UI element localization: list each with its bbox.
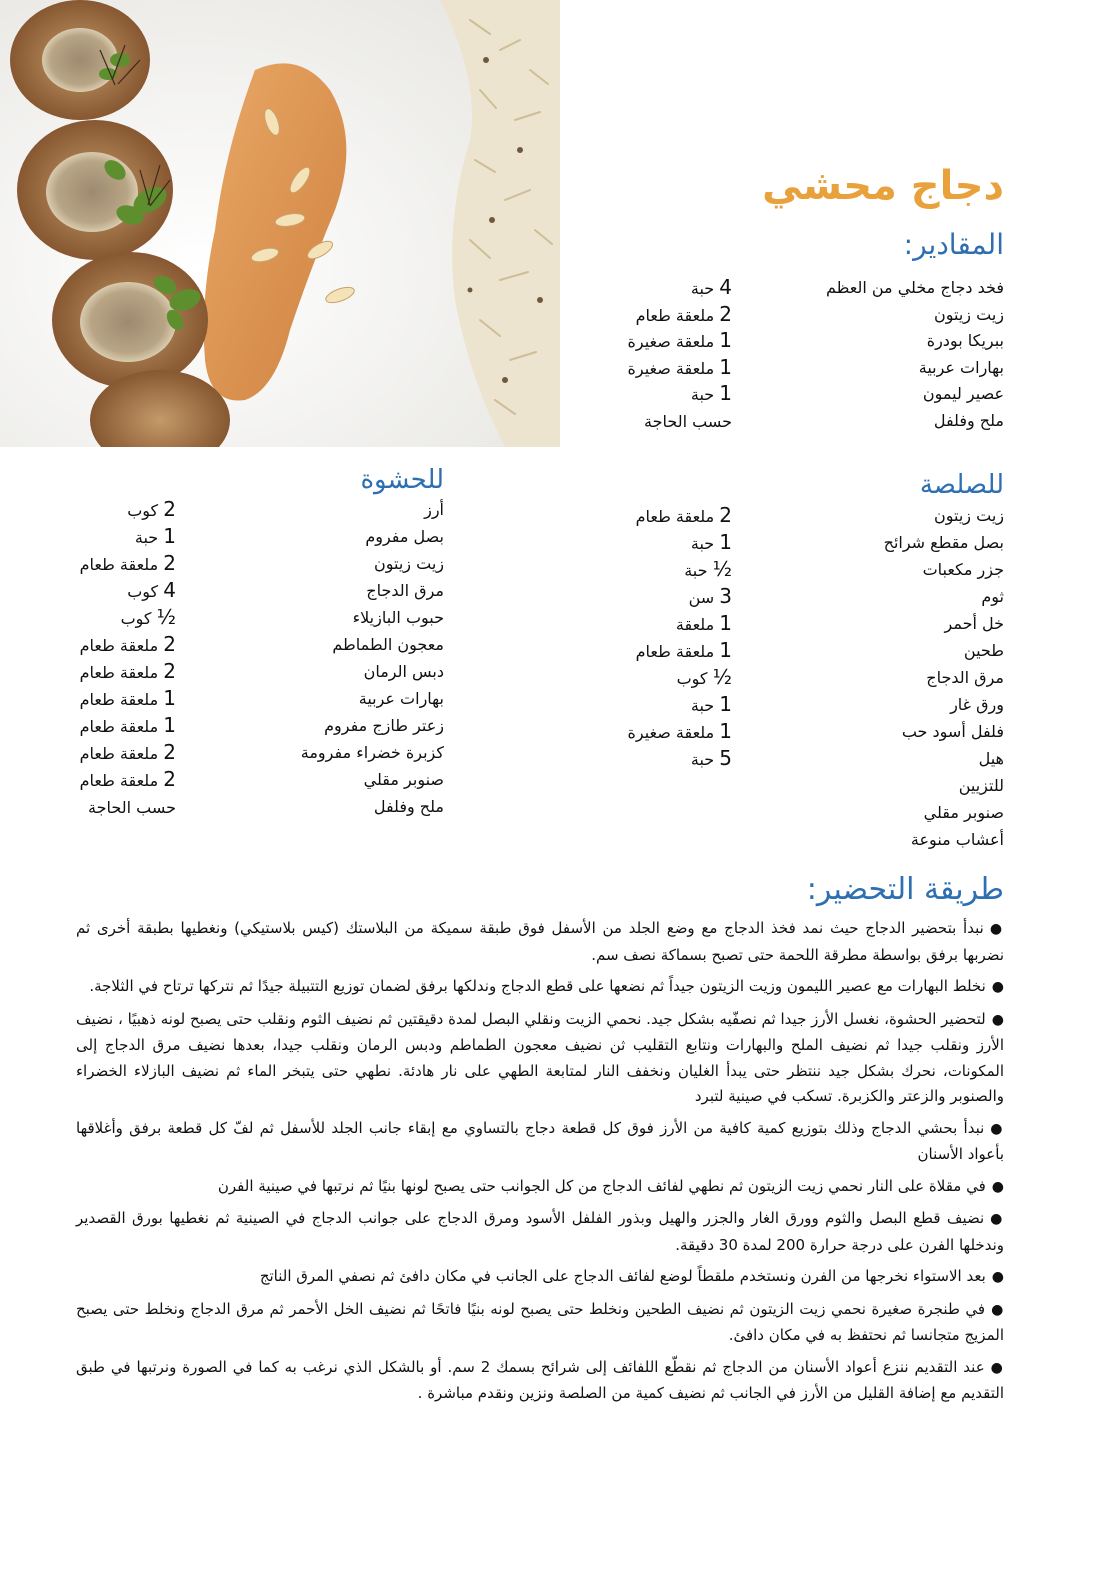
ingredient-row xyxy=(64,685,444,712)
ingredient-row xyxy=(614,380,1004,407)
ingredient-row xyxy=(64,523,444,550)
ingredient-quantity: 1 ملعقة صغيرة xyxy=(627,328,732,352)
ingredient-quantity: 2 ملعقة طعام xyxy=(79,740,176,764)
ingredient-row xyxy=(614,583,1004,610)
ingredient-row xyxy=(64,793,444,820)
ingredient-name: خل أحمر xyxy=(944,614,1004,633)
ingredient-name: طحين xyxy=(963,641,1004,660)
method-heading: طريقة التحضير: xyxy=(806,872,1004,907)
ingredient-quantity: 1 ملعقة طعام xyxy=(79,686,176,710)
bullet-icon: ● xyxy=(991,1269,1004,1285)
sauce-heading: للصلصة xyxy=(919,470,1004,500)
ingredient-row xyxy=(64,658,444,685)
ingredient-quantity: 1 ملعقة صغيرة xyxy=(627,719,732,743)
ingredient-quantity: 2 ملعقة طعام xyxy=(79,659,176,683)
ingredient-row xyxy=(614,502,1004,529)
ingredient-row xyxy=(614,529,1004,556)
ingredient-quantity: 4 كوب xyxy=(127,578,176,602)
ingredient-row xyxy=(64,496,444,523)
ingredient-row xyxy=(614,637,1004,664)
ingredient-name: ورق غار xyxy=(950,695,1004,714)
ingredient-name: زيت زيتون xyxy=(374,554,444,573)
ingredient-name: ثوم xyxy=(981,587,1004,606)
ingredient-name: دبس الرمان xyxy=(363,662,444,681)
bullet-icon: ● xyxy=(991,979,1004,995)
dish-photo xyxy=(0,0,560,447)
ingredient-row xyxy=(614,327,1004,354)
ingredient-name: فلفل أسود حب xyxy=(901,722,1004,741)
ingredient-row xyxy=(614,772,1004,799)
ingredient-quantity: ½ كوب xyxy=(676,665,732,689)
ingredient-row xyxy=(64,712,444,739)
ingredient-name: معجون الطماطم xyxy=(332,635,444,654)
ingredient-name: مرق الدجاج xyxy=(926,668,1004,687)
ingredient-quantity: 1 حبة xyxy=(690,530,732,554)
ingredient-quantity: ½ كوب xyxy=(120,605,176,629)
ingredient-quantity: حسب الحاجة xyxy=(88,798,176,817)
ingredient-quantity: 1 حبة xyxy=(690,381,732,405)
stuffing-heading: للحشوة xyxy=(360,465,444,495)
ingredient-row xyxy=(614,664,1004,691)
ingredient-quantity: 2 ملعقة طعام xyxy=(79,551,176,575)
ingredient-name: زعتر طازج مفروم xyxy=(324,716,444,735)
ingredient-quantity: 1 ملعقة طعام xyxy=(79,713,176,737)
bullet-icon: ● xyxy=(989,921,1005,937)
ingredient-name: للتزيين xyxy=(958,776,1004,795)
ingredient-row xyxy=(614,610,1004,637)
ingredient-quantity: 1 حبة xyxy=(134,524,176,548)
ingredient-quantity: 4 حبة xyxy=(690,275,732,299)
ingredient-name: ببريكا بودرة xyxy=(926,331,1004,350)
method-steps xyxy=(76,916,1004,1413)
ingredient-name: ملح وفلفل xyxy=(933,410,1004,430)
ingredient-quantity: 5 حبة xyxy=(690,746,732,770)
ingredient-name: عصير ليمون xyxy=(922,384,1004,403)
ingredient-quantity: 2 ملعقة طعام xyxy=(79,767,176,791)
bullet-icon: ● xyxy=(991,1301,1005,1318)
ingredient-name: زيت زيتون xyxy=(934,304,1004,324)
ingredient-name: أعشاب منوعة xyxy=(910,830,1004,849)
ingredient-row xyxy=(614,556,1004,583)
ingredient-row xyxy=(614,799,1004,826)
method-step: ●نخلط البهارات مع عصير الليمون وزيت الزيتون جيداً ثم نضعها على قطع الدجاج وندلكها برفق لضمان توزيع التتبيلة جيدًا ثم نتركها ترتاح في الثلاجة. xyxy=(89,977,1004,995)
ingredient-name: بصل مقطع شرائح xyxy=(883,533,1004,552)
bullet-icon: ● xyxy=(990,1211,1005,1227)
ingredient-name: فخد دجاج مخلي من العظم xyxy=(825,278,1004,297)
ingredient-quantity: ½ حبة xyxy=(684,557,732,581)
method-step: ●نبدأ بتحضير الدجاج حيث نمد فخذ الدجاج مع وضع الجلد من الأسفل فوق طبقة سميكة من البلاستك (كيس بلاستيكي) ونغطيها بطبقة أخرى ثم نضربها برفق بواسطة مطرقة اللحمة حتى تصبح بسماكة نصف سم. xyxy=(76,919,1005,964)
ingredient-quantity: 2 ملعقة طعام xyxy=(635,301,732,326)
ingredient-row xyxy=(614,274,1004,301)
method-step: ●بعد الاستواء نخرجها من الفرن ونستخدم ملقطاً لوضع لفائف الدجاج على الجانب في مكان دافئ ثم نصفي المرق الناتج xyxy=(259,1267,1004,1285)
ingredient-row xyxy=(614,407,1004,434)
ingredient-quantity: 2 كوب xyxy=(127,497,176,521)
ingredient-name: بهارات عربية xyxy=(358,689,444,708)
ingredient-row xyxy=(64,577,444,604)
bullet-icon: ● xyxy=(990,1359,1005,1376)
ingredient-quantity: حسب الحاجة xyxy=(644,411,732,431)
ingredient-row xyxy=(64,766,444,793)
ingredient-name: ملح وفلفل xyxy=(373,797,444,816)
ingredient-name: زيت زيتون xyxy=(934,506,1004,525)
ingredient-name: أرز xyxy=(424,500,444,519)
method-step: ●نبدأ بحشي الدجاج وذلك بتوزيع كمية كافية من الأرز فوق كل قطعة دجاج بالتساوي مع إبقاء جانب الجلد للأسفل ثم لفّ كل قطعة برفق وأغلاقها بأعواد الأسنان xyxy=(76,1118,1005,1163)
ingredient-name: بصل مفروم xyxy=(365,527,444,546)
ingredient-quantity: 3 سن xyxy=(688,584,732,608)
ingredient-row xyxy=(64,631,444,658)
ingredient-name: هيل xyxy=(978,749,1004,768)
ingredient-name: جزر مكعبات xyxy=(922,560,1004,579)
ingredient-quantity: 1 ملعقة صغيرة xyxy=(627,354,732,379)
ingredient-row xyxy=(614,301,1004,328)
ingredient-quantity: 1 حبة xyxy=(690,692,732,716)
bullet-icon: ● xyxy=(991,1178,1004,1195)
bullet-icon: ● xyxy=(991,1011,1004,1028)
ingredient-row xyxy=(614,718,1004,745)
recipe-title: دجاج محشي xyxy=(762,163,1004,209)
ingredient-row xyxy=(64,604,444,631)
ingredients-heading: المقادير: xyxy=(903,228,1004,261)
bullet-icon: ● xyxy=(990,1120,1005,1137)
ingredient-quantity: 1 ملعقة xyxy=(675,611,732,635)
dish-photo-illustration xyxy=(0,0,560,447)
ingredient-name: مرق الدجاج xyxy=(366,581,444,600)
ingredient-row xyxy=(614,826,1004,853)
ingredient-name: صنوبر مقلي xyxy=(923,803,1004,822)
ingredient-name: كزبرة خضراء مفرومة xyxy=(300,743,444,762)
method-step: ●في مقلاة على النار نحمي زيت الزيتون ثم نطهي لفائف الدجاج من كل الجوانب حتى يصبح لونها بنيًا ثم نرتبها في صينية الفرن xyxy=(217,1176,1004,1195)
ingredient-row xyxy=(64,550,444,577)
ingredient-row xyxy=(64,739,444,766)
ingredient-quantity: 1 ملعقة طعام xyxy=(635,638,732,662)
method-step: ●عند التقديم ننزع أعواد الأسنان من الدجاج ثم نقطّع اللفائف إلى شرائح بسمك 2 سم. أو بالشكل الذي نرغب به كما في الصورة ونرتبها في طبق التقديم مع إضافة القليل من الأرز في الجانب ثم نضيف كمية من الصلصة ونزين ونقدم مباشرة . xyxy=(76,1357,1005,1402)
method-step: ●في طنجرة صغيرة نحمي زيت الزيتون ثم نضيف الطحين ونخلط حتى يصبح لونه بنيًا فاتحًا ثم نضيف الخل الأحمر ثم مرق الدجاج ونخلط حتى يصبح المزيج متجانسا ثم نحتفظ به في مكان دافئ. xyxy=(76,1299,1005,1344)
ingredient-row xyxy=(614,745,1004,772)
ingredient-row xyxy=(614,691,1004,718)
ingredient-name: صنوبر مقلي xyxy=(363,770,444,789)
ingredient-row xyxy=(614,354,1004,381)
method-step: ●لتحضير الحشوة، نغسل الأرز جيدا ثم نصفّيه بشكل جيد. نحمي الزيت ونقلي البصل لمدة دقيقتين ثم نضيف الثوم ونقلب حتى يصبح لونه ذهبيًا ، نضيف الأرز ونقلب جيدا ثم نضيف الملح والبهارات ونتابع التقليب ثن نضيف معجون الطماطم ودبس الرمان ونقلب جيدا، بعدها نضيف مرق الدجاج إلى المكونات، نحرك بشكل جيد ننتظر حتى يبدأ الغليان ونخفف النار لمتابعة الطهي على نار هادئة. نطهي حتى يتبخر الماء ثم نضيف البازلاء الخضراء والصنوبر والزعتر والكزبرة. تسكب في صينية لتبرد xyxy=(76,1009,1004,1105)
ingredient-quantity: 2 ملعقة طعام xyxy=(635,503,732,527)
ingredient-name: بهارات عربية xyxy=(918,357,1004,377)
ingredient-quantity: 2 ملعقة طعام xyxy=(79,632,176,656)
method-step: ●نضيف قطع البصل والثوم وورق الغار والجزر والهيل وبذور الفلفل الأسود ومرق الدجاج على جوانب الدجاج في الصينية ثم نغطيها بورق القصدير وندخلها الفرن على درجة حرارة 200 لمدة 30 دقيقة. xyxy=(76,1209,1005,1254)
ingredient-name: حبوب البازيلاء xyxy=(352,608,444,627)
